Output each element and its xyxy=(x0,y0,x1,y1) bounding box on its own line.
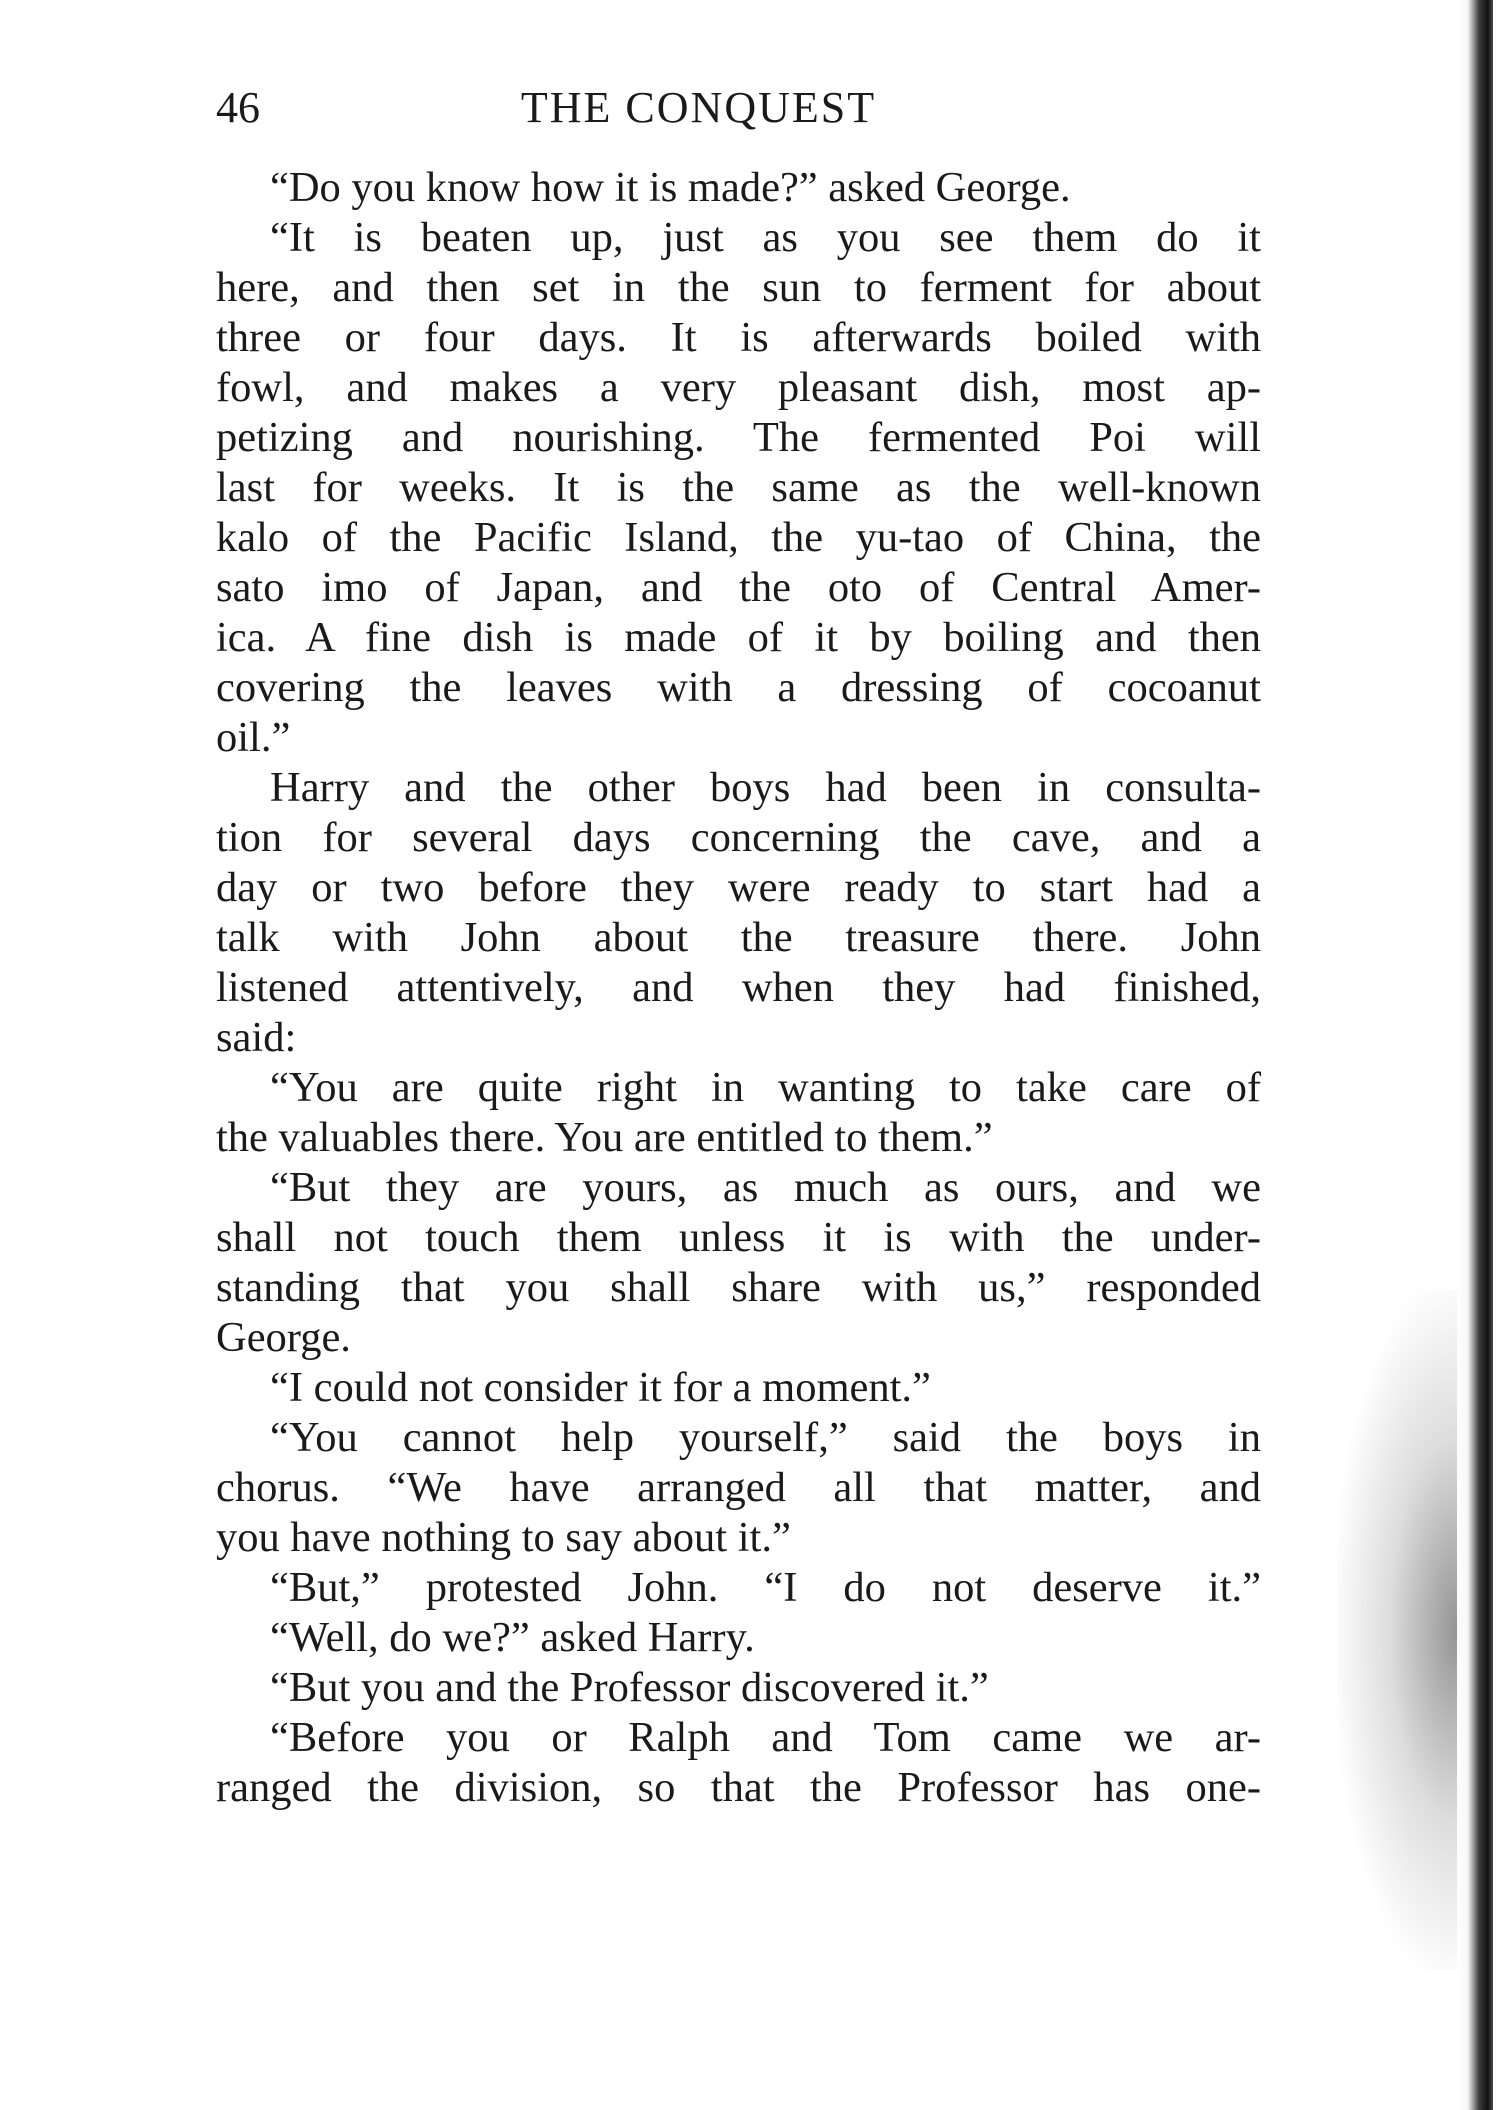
text-line: “But they are yours, as much as ours, and we xyxy=(270,1164,1261,1211)
text-line: the valuables there. You are entitled to them.” xyxy=(216,1114,993,1161)
text-line: ica. A fine dish is made of it by boiling and then xyxy=(216,614,1261,661)
page-header xyxy=(216,78,1261,138)
text-line: “Do you know how it is made?” asked George. xyxy=(270,164,1071,211)
text-line: “But,” protested John. “I do not deserve it.” xyxy=(270,1564,1261,1611)
running-title: THE CONQUEST xyxy=(520,83,877,132)
text-line: oil.” xyxy=(216,714,291,761)
text-line: chorus. “We have arranged all that matter, and xyxy=(216,1464,1261,1511)
text-line: petizing and nourishing. The fermented Poi will xyxy=(216,414,1261,461)
text-line: Harry and the other boys had been in consulta- xyxy=(270,764,1261,811)
text-line: “Before you or Ralph and Tom came we ar- xyxy=(270,1714,1261,1761)
text-line: fowl, and makes a very pleasant dish, most ap- xyxy=(216,364,1261,411)
text-line: three or four days. It is afterwards boiled with xyxy=(216,314,1261,361)
body-text xyxy=(216,163,1261,1813)
text-line: tion for several days concerning the cave, and a xyxy=(216,814,1261,861)
text-line: shall not touch them unless it is with the under- xyxy=(216,1214,1261,1261)
text-line: said: xyxy=(216,1014,297,1061)
text-line: “Well, do we?” asked Harry. xyxy=(270,1614,755,1661)
text-line: last for weeks. It is the same as the well-known xyxy=(216,464,1261,511)
text-line: listened attentively, and when they had finished, xyxy=(216,964,1261,1011)
book-spine-edge xyxy=(1457,0,1497,2110)
text-line: sato imo of Japan, and the oto of Central Amer- xyxy=(216,564,1261,611)
text-line: talk with John about the treasure there. John xyxy=(216,914,1261,961)
text-line: you have nothing to say about it.” xyxy=(216,1514,791,1561)
text-line: “It is beaten up, just as you see them do it xyxy=(270,214,1261,261)
spine-edge-line xyxy=(1457,0,1493,2110)
text-line: covering the leaves with a dressing of cocoanut xyxy=(216,664,1261,711)
text-line: kalo of the Pacific Island, the yu-tao of China, the xyxy=(216,514,1261,561)
text-line: ranged the division, so that the Professor has one- xyxy=(216,1764,1261,1811)
text-line: “You cannot help yourself,” said the boys in xyxy=(270,1414,1261,1461)
text-line: George. xyxy=(216,1314,351,1361)
text-line: here, and then set in the sun to ferment for about xyxy=(216,264,1261,311)
text-line: “But you and the Professor discovered it.” xyxy=(270,1664,989,1711)
text-line: standing that you shall share with us,” responded xyxy=(216,1264,1261,1311)
binding-shadow xyxy=(1337,1290,1457,1970)
text-line: “I could not consider it for a moment.” xyxy=(270,1364,931,1411)
page-number: 46 xyxy=(216,83,260,132)
text-line: day or two before they were ready to start had a xyxy=(216,864,1261,911)
text-line: “You are quite right in wanting to take care of xyxy=(270,1064,1261,1111)
